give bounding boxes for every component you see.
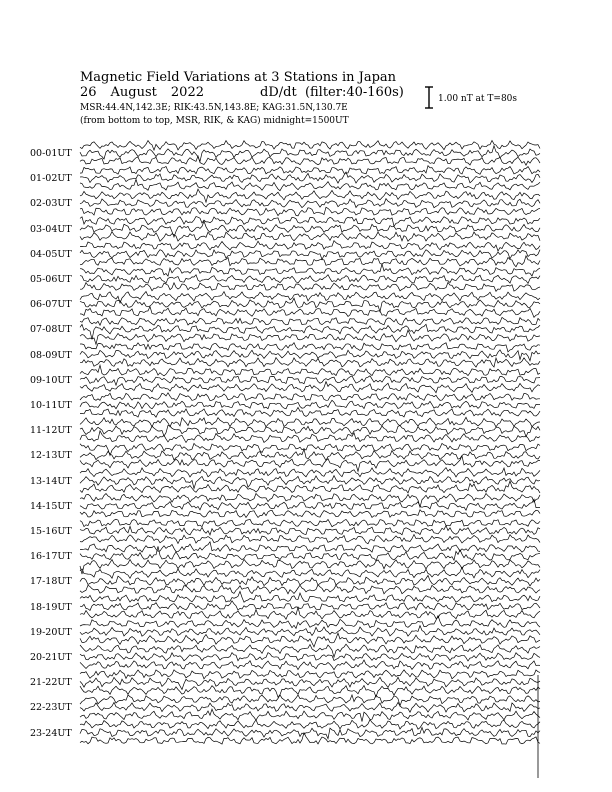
trace-kag [80,644,540,657]
stations-line: MSR:44.4N,142.3E; RIK:43.5N,143.8E; KAG:31.5N,130.7E [80,103,348,113]
trace-kag [80,670,540,679]
trace-msr [80,179,540,190]
trace-msr [80,535,540,544]
trace-msr [80,686,540,698]
row-label: 20-21UT [30,652,72,663]
trace-msr [80,408,540,418]
row-label: 02-03UT [30,198,72,210]
trace-kag [80,292,540,304]
row-label: 15-16UT [30,526,72,537]
trace-kag [80,141,540,151]
order-line: (from bottom to top, MSR, RIK, & KAG) midnight=1500UT [80,116,349,126]
trace-rik [80,727,540,738]
row-label: 21-22UT [30,677,72,689]
trace-rik [80,275,540,284]
trace-msr [80,733,540,744]
trace-rik [80,350,540,361]
trace-kag [80,343,540,352]
trace-msr [80,709,540,722]
trace-kag [80,264,540,276]
trace-msr [80,358,540,368]
row-label: 06-07UT [30,299,72,311]
scale-bar-label: 1.00 nT at T=80s [438,94,518,104]
trace-rik [80,575,540,586]
trace-msr [80,307,540,318]
trace-msr [80,232,540,242]
trace-kag [80,519,540,526]
trace-rik [80,653,540,661]
trace-rik [80,172,540,183]
trace-msr [80,431,540,443]
row-label: 17-18UT [30,576,72,588]
trace-msr [80,585,540,594]
trace-rik [80,449,540,460]
trace-kag [80,542,540,552]
row-label: 22-23UT [30,702,72,714]
date-month: August [110,85,157,100]
trace-rik [80,499,540,510]
trace-kag [80,417,540,427]
trace-msr [80,207,540,216]
trace-msr [80,456,540,472]
trace-rik [80,526,540,535]
trace-kag [80,720,540,730]
trace-msr [80,256,540,267]
trace-msr [80,510,540,518]
date-year: 2022 [170,85,204,100]
trace-msr [80,559,540,574]
row-label: 16-17UT [30,551,72,563]
row-label: 08-09UT [30,349,72,361]
trace-msr [80,156,540,165]
trace-rik [80,400,540,409]
row-label: 19-20UT [30,626,72,638]
trace-msr [80,282,540,291]
trace-kag [80,591,540,602]
trace-kag [80,393,540,401]
chart-title: Magnetic Field Variations at 3 Stations in Japan [80,70,397,85]
row-label: 01-02UT [30,173,72,185]
trace-rik [80,298,540,311]
trace-kag [80,365,540,376]
row-label: 09-10UT [30,374,72,386]
filter-label: (filter:40-160s) [304,85,404,100]
trace-msr [80,382,540,393]
quantity-label: dD/dt [260,85,297,100]
trace-msr [80,660,540,670]
row-label: 10-11UT [30,400,72,411]
trace-kag [80,494,540,508]
row-label: 11-12UT [30,425,72,437]
row-label: 03-04UT [30,223,72,235]
row-label: 13-14UT [30,475,72,487]
row-label: 14-15UT [30,500,72,512]
trace-kag [80,166,540,175]
trace-rik [80,376,540,385]
trace-kag [80,567,540,578]
trace-rik [80,546,540,560]
trace-rik [80,250,540,260]
trace-rik [80,702,540,712]
row-label: 00-01UT [30,148,72,159]
trace-rik [80,601,540,611]
row-label: 12-13UT [30,450,72,462]
trace-rik [80,425,540,436]
row-label: 04-05UT [30,248,72,260]
row-label: 05-06UT [30,274,72,285]
row-label: 23-24UT [30,727,72,739]
scale-bar [425,87,433,108]
trace-kag [80,616,540,629]
trace-kag [80,189,540,202]
row-label: 18-19UT [30,601,72,613]
trace-kag [80,241,540,251]
trace-msr [80,607,540,619]
trace-rik [80,199,540,208]
trace-kag [80,317,540,325]
trace-kag [80,217,540,227]
row-label: 07-08UT [30,324,72,336]
trace-kag [80,468,540,477]
date-day: 26 [80,85,97,100]
